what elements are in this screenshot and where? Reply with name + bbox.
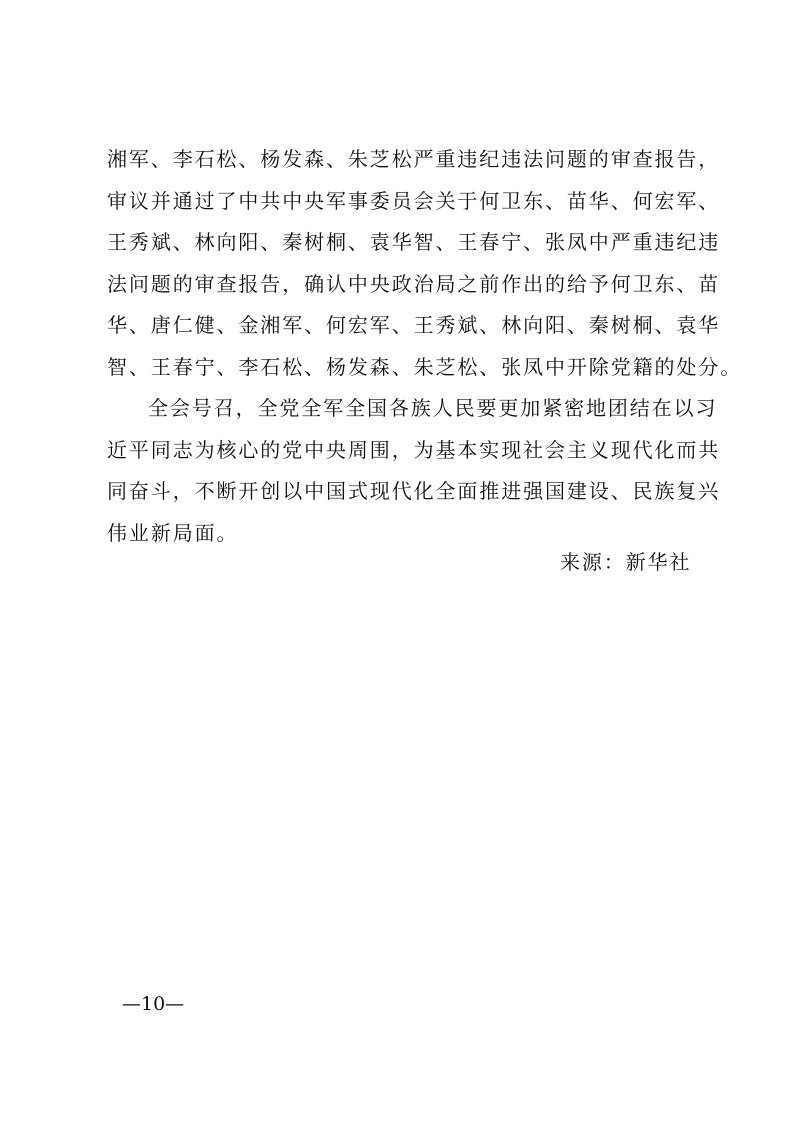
page-number: —10—: [122, 993, 185, 1015]
paragraph-1-line-5: 华、唐仁健、金湘军、何宏军、王秀斌、林向阳、秦树桐、袁华: [107, 313, 721, 337]
document-body: [107, 139, 743, 554]
paragraph-2-line-4: 伟业新局面。: [107, 520, 239, 545]
paragraph-1-line-3: 王秀斌、林向阳、秦树桐、袁华智、王春宁、张凤中严重违纪违: [107, 230, 721, 254]
paragraph-2-line-3: 同奋斗，不断开创以中国式现代化全面推进强国建设、民族复兴: [107, 479, 721, 503]
paragraph-1-line-2: 审议并通过了中共中央军事委员会关于何卫东、苗华、何宏军、: [107, 188, 721, 213]
paragraph-2-line-1: 全会号召，全党全军全国各族人民要更加紧密地团结在以习: [148, 396, 718, 420]
paragraph-2-line-2: 近平同志为核心的党中央周围，为基本实现社会主义现代化而共: [107, 437, 721, 462]
source-attribution: 来源：新华社: [560, 550, 692, 574]
paragraph-1-line-1: 湘军、李石松、杨发森、朱芝松严重违纪违法问题的审查报告，: [107, 147, 721, 171]
paragraph-1-line-6: 智、王春宁、李石松、杨发森、朱芝松、张凤中开除党籍的处分。: [107, 354, 743, 379]
paragraph-1-line-4: 法问题的审查报告，确认中央政治局之前作出的给予何卫东、苗: [107, 271, 721, 296]
